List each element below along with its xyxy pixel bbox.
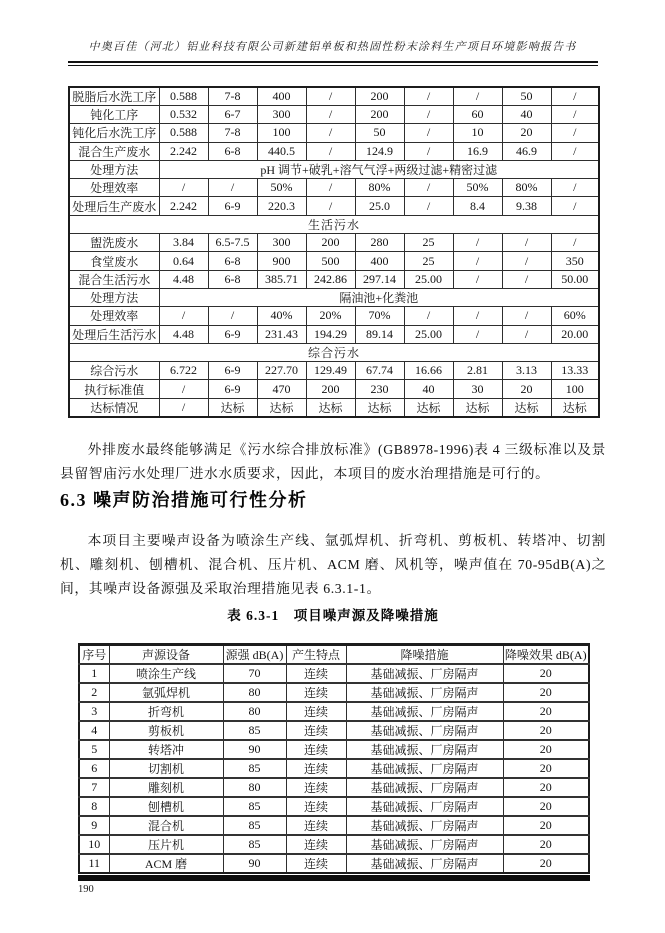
data-cell: 50.00	[551, 270, 599, 288]
row-label-cell: 达标情况	[69, 398, 159, 417]
data-cell: 4.48	[159, 270, 208, 288]
data-cell: 200	[306, 380, 355, 398]
data-cell: 60	[453, 106, 502, 124]
column-header-cell: 产生特点	[286, 645, 346, 665]
wastewater-table-row	[69, 252, 599, 270]
data-cell: ACM 磨	[109, 854, 223, 875]
data-cell: 8.4	[453, 197, 502, 215]
data-cell: /	[404, 307, 453, 325]
data-cell: 20	[503, 797, 589, 816]
data-cell: /	[159, 179, 208, 197]
data-cell: 500	[306, 252, 355, 270]
data-cell: 46.9	[502, 142, 551, 160]
noise-table-row	[79, 797, 589, 816]
data-cell: /	[306, 106, 355, 124]
data-cell: /	[453, 270, 502, 288]
data-cell: 6-9	[208, 197, 257, 215]
data-cell: 70%	[355, 307, 404, 325]
data-cell: 达标	[404, 398, 453, 417]
data-cell: 2.242	[159, 142, 208, 160]
data-cell: 16.66	[404, 362, 453, 380]
column-header-cell: 降噪效果 dB(A)	[503, 645, 589, 665]
data-cell: /	[551, 142, 599, 160]
data-cell: 20	[502, 380, 551, 398]
data-cell: 6-7	[208, 106, 257, 124]
data-cell: 85	[223, 835, 286, 854]
row-label-cell: 钝化后水洗工序	[69, 124, 159, 142]
row-label-cell: 处理方法	[69, 288, 159, 306]
data-cell: /	[404, 142, 453, 160]
data-cell: 16.9	[453, 142, 502, 160]
data-cell: 达标	[551, 398, 599, 417]
data-cell: 基础减振、厂房隔声	[346, 721, 503, 740]
row-label-cell: 处理后生产废水	[69, 197, 159, 215]
data-cell: /	[159, 398, 208, 417]
data-cell: 氩弧焊机	[109, 683, 223, 702]
data-cell: 6-9	[208, 380, 257, 398]
data-cell: /	[306, 142, 355, 160]
data-cell: 7-8	[208, 124, 257, 142]
data-cell: 6-9	[208, 362, 257, 380]
data-cell: /	[551, 197, 599, 215]
data-cell: 6-9	[208, 325, 257, 343]
data-cell: /	[159, 380, 208, 398]
wastewater-table-row	[69, 325, 599, 343]
data-cell: 6.722	[159, 362, 208, 380]
noise-table-row	[79, 778, 589, 797]
data-cell: 达标	[208, 398, 257, 417]
data-cell: 连续	[286, 778, 346, 797]
data-cell: /	[453, 325, 502, 343]
data-cell: 25	[404, 234, 453, 252]
data-cell: 喷涂生产线	[109, 664, 223, 683]
data-cell: /	[453, 252, 502, 270]
data-cell: 200	[355, 87, 404, 106]
data-cell: 70	[223, 664, 286, 683]
data-cell: /	[159, 307, 208, 325]
page-number: 190	[78, 884, 94, 895]
footer-rule	[78, 875, 590, 881]
data-cell: 80	[223, 702, 286, 721]
column-header-cell: 源强 dB(A)	[223, 645, 286, 665]
data-cell: 440.5	[257, 142, 306, 160]
data-cell: 20	[503, 835, 589, 854]
data-cell: /	[502, 325, 551, 343]
data-cell: 连续	[286, 759, 346, 778]
data-cell: 20.00	[551, 325, 599, 343]
data-cell: 7-8	[208, 87, 257, 106]
noise-table-row	[79, 721, 589, 740]
data-cell: 40	[404, 380, 453, 398]
data-cell: 220.3	[257, 197, 306, 215]
data-cell: 40%	[257, 307, 306, 325]
data-cell: 6-8	[208, 252, 257, 270]
column-header-cell: 声源设备	[109, 645, 223, 665]
data-cell: 基础减振、厂房隔声	[346, 740, 503, 759]
section-heading-6-3: 6.3 噪声防治措施可行性分析	[60, 490, 308, 510]
row-label-cell: 钝化工序	[69, 106, 159, 124]
paragraph-wastewater-conclusion: 外排废水最终能够满足《污水综合排放标准》(GB8978-1996)表 4 三级标准以及景县留智庙污水处理厂进水水质要求，因此，本项目的废水治理措施是可行的。	[60, 442, 606, 481]
data-cell: 压片机	[109, 835, 223, 854]
data-cell: 50%	[257, 179, 306, 197]
data-cell: 0.588	[159, 87, 208, 106]
noise-table-row	[79, 740, 589, 759]
wastewater-table-row	[69, 380, 599, 398]
column-header-cell: 降噪措施	[346, 645, 503, 665]
wastewater-table-row	[69, 362, 599, 380]
paragraph-noise-intro: 本项目主要噪声设备为喷涂生产线、氩弧焊机、折弯机、剪板机、转塔冲、切割机、雕刻机、刨槽机、混合机、压片机、ACM 磨、风机等，噪声值在 70-95dB(A)之间，其噪声设备源强及采取治理措施见表 6.3.1-1。	[60, 533, 606, 596]
data-cell: 6	[79, 759, 109, 778]
noise-table-row	[79, 854, 589, 875]
wastewater-table-row	[69, 106, 599, 124]
data-cell: /	[208, 307, 257, 325]
data-cell: 连续	[286, 683, 346, 702]
data-cell: 基础减振、厂房隔声	[346, 759, 503, 778]
data-cell: 13.33	[551, 362, 599, 380]
data-cell: 385.71	[257, 270, 306, 288]
data-cell: 6-8	[208, 270, 257, 288]
data-cell: 25.00	[404, 325, 453, 343]
data-cell: 基础减振、厂房隔声	[346, 664, 503, 683]
data-cell: 0.64	[159, 252, 208, 270]
data-cell: /	[551, 124, 599, 142]
data-cell: 8	[79, 797, 109, 816]
data-cell: /	[404, 179, 453, 197]
row-label-cell: 脱脂后水洗工序	[69, 87, 159, 106]
data-cell: 20	[503, 702, 589, 721]
data-cell: 194.29	[306, 325, 355, 343]
data-cell: 4	[79, 721, 109, 740]
data-cell: 297.14	[355, 270, 404, 288]
noise-table-caption: 表 6.3-1 项目噪声源及降噪措施	[227, 608, 439, 623]
row-label-cell: 处理方法	[69, 160, 159, 178]
data-cell: 基础减振、厂房隔声	[346, 683, 503, 702]
data-cell: 基础减振、厂房隔声	[346, 835, 503, 854]
data-cell: 40	[502, 106, 551, 124]
wastewater-table-row	[69, 270, 599, 288]
data-cell: 达标	[257, 398, 306, 417]
row-label-cell: 混合生活污水	[69, 270, 159, 288]
data-cell: /	[502, 307, 551, 325]
data-cell: 80%	[502, 179, 551, 197]
noise-table-row	[79, 759, 589, 778]
data-cell: 连续	[286, 740, 346, 759]
data-cell: 雕刻机	[109, 778, 223, 797]
data-cell: /	[502, 270, 551, 288]
data-cell: 85	[223, 721, 286, 740]
data-cell: 20	[503, 740, 589, 759]
data-cell: 300	[257, 234, 306, 252]
data-cell: 25	[404, 252, 453, 270]
data-cell: 3	[79, 702, 109, 721]
data-cell: 90	[223, 740, 286, 759]
data-cell: 20	[503, 721, 589, 740]
data-cell: 280	[355, 234, 404, 252]
data-cell: 连续	[286, 854, 346, 875]
data-cell: 400	[257, 87, 306, 106]
data-cell: /	[306, 179, 355, 197]
data-cell: 20%	[306, 307, 355, 325]
noise-table	[78, 643, 590, 877]
noise-table-row	[79, 702, 589, 721]
noise-table-header-row	[79, 645, 589, 665]
noise-table-row	[79, 816, 589, 835]
data-cell: /	[404, 197, 453, 215]
data-cell: 连续	[286, 702, 346, 721]
data-cell: 20	[503, 664, 589, 683]
data-cell: 0.532	[159, 106, 208, 124]
wastewater-table-row	[69, 398, 599, 417]
data-cell: 刨槽机	[109, 797, 223, 816]
section-divider-cell: 综合污水	[69, 343, 599, 361]
data-cell: 基础减振、厂房隔声	[346, 816, 503, 835]
data-cell: 达标	[355, 398, 404, 417]
wastewater-table-row	[69, 288, 599, 306]
data-cell: 4.48	[159, 325, 208, 343]
data-cell: 基础减振、厂房隔声	[346, 797, 503, 816]
data-cell: /	[551, 106, 599, 124]
data-cell: 2.242	[159, 197, 208, 215]
data-cell: /	[404, 124, 453, 142]
data-cell: 切割机	[109, 759, 223, 778]
wastewater-table-row	[69, 343, 599, 361]
row-label-cell: 处理效率	[69, 307, 159, 325]
data-cell: 50	[355, 124, 404, 142]
data-cell: /	[306, 197, 355, 215]
data-cell: 20	[503, 854, 589, 875]
data-cell: 折弯机	[109, 702, 223, 721]
data-cell: /	[208, 179, 257, 197]
data-cell: /	[404, 106, 453, 124]
data-cell: 连续	[286, 835, 346, 854]
data-cell: 80	[223, 683, 286, 702]
document-header-title: 中奥百佳（河北）铝业科技有限公司新建铝单板和热固性粉末涂料生产项目环境影响报告书	[88, 41, 577, 53]
data-cell: 25.0	[355, 197, 404, 215]
data-cell: 连续	[286, 664, 346, 683]
data-cell: 基础减振、厂房隔声	[346, 778, 503, 797]
data-cell: 85	[223, 816, 286, 835]
wastewater-table-row	[69, 87, 599, 106]
wastewater-table-row	[69, 307, 599, 325]
data-cell: 20	[502, 124, 551, 142]
data-cell: 20	[503, 778, 589, 797]
noise-table-row	[79, 664, 589, 683]
data-cell: 10	[79, 835, 109, 854]
data-cell: /	[306, 124, 355, 142]
row-label-cell: 综合污水	[69, 362, 159, 380]
data-cell: 100	[257, 124, 306, 142]
data-cell: 227.70	[257, 362, 306, 380]
data-cell: 达标	[306, 398, 355, 417]
wastewater-table-row	[69, 179, 599, 197]
data-cell: 2.81	[453, 362, 502, 380]
data-cell: 25.00	[404, 270, 453, 288]
data-cell: 400	[355, 252, 404, 270]
row-label-cell: 处理效率	[69, 179, 159, 197]
data-cell: 129.49	[306, 362, 355, 380]
noise-table-row	[79, 683, 589, 702]
data-cell: 124.9	[355, 142, 404, 160]
data-cell: 80%	[355, 179, 404, 197]
data-cell: 100	[551, 380, 599, 398]
data-cell: 50	[502, 87, 551, 106]
row-label-cell: 盥洗废水	[69, 234, 159, 252]
treatment-method-cell: pH 调节+破乳+溶气气浮+两级过滤+精密过滤	[159, 160, 599, 178]
data-cell: 基础减振、厂房隔声	[346, 702, 503, 721]
data-cell: 连续	[286, 816, 346, 835]
data-cell: 85	[223, 797, 286, 816]
data-cell: 900	[257, 252, 306, 270]
data-cell: 连续	[286, 721, 346, 740]
data-cell: 6-8	[208, 142, 257, 160]
wastewater-table-row	[69, 160, 599, 178]
row-label-cell: 处理后生活污水	[69, 325, 159, 343]
row-label-cell: 执行标准值	[69, 380, 159, 398]
data-cell: 350	[551, 252, 599, 270]
data-cell: 20	[503, 816, 589, 835]
data-cell: /	[306, 87, 355, 106]
data-cell: 231.43	[257, 325, 306, 343]
data-cell: 转塔冲	[109, 740, 223, 759]
data-cell: 20	[503, 759, 589, 778]
data-cell: 90	[223, 854, 286, 875]
data-cell: 300	[257, 106, 306, 124]
wastewater-table-row	[69, 215, 599, 233]
data-cell: 242.86	[306, 270, 355, 288]
data-cell: /	[453, 307, 502, 325]
data-cell: 10	[453, 124, 502, 142]
data-cell: /	[551, 234, 599, 252]
data-cell: 50%	[453, 179, 502, 197]
data-cell: 0.588	[159, 124, 208, 142]
wastewater-table	[68, 86, 600, 418]
data-cell: 9	[79, 816, 109, 835]
data-cell: /	[502, 252, 551, 270]
noise-table-row	[79, 835, 589, 854]
data-cell: 2	[79, 683, 109, 702]
data-cell: 6.5-7.5	[208, 234, 257, 252]
data-cell: 85	[223, 759, 286, 778]
data-cell: 67.74	[355, 362, 404, 380]
column-header-cell: 序号	[79, 645, 109, 665]
data-cell: /	[551, 87, 599, 106]
data-cell: 200	[355, 106, 404, 124]
data-cell: 9.38	[502, 197, 551, 215]
data-cell: 达标	[453, 398, 502, 417]
data-cell: 3.84	[159, 234, 208, 252]
data-cell: 7	[79, 778, 109, 797]
data-cell: 470	[257, 380, 306, 398]
data-cell: /	[551, 179, 599, 197]
data-cell: 80	[223, 778, 286, 797]
data-cell: 混合机	[109, 816, 223, 835]
data-cell: 3.13	[502, 362, 551, 380]
data-cell: 20	[503, 683, 589, 702]
wastewater-table-row	[69, 124, 599, 142]
data-cell: 60%	[551, 307, 599, 325]
data-cell: 1	[79, 664, 109, 683]
row-label-cell: 食堂废水	[69, 252, 159, 270]
data-cell: 达标	[502, 398, 551, 417]
data-cell: /	[453, 87, 502, 106]
wastewater-table-row	[69, 142, 599, 160]
data-cell: /	[404, 87, 453, 106]
data-cell: 连续	[286, 797, 346, 816]
wastewater-table-row	[69, 197, 599, 215]
row-label-cell: 混合生产废水	[69, 142, 159, 160]
treatment-method-cell: 隔油池+化粪池	[159, 288, 599, 306]
data-cell: 11	[79, 854, 109, 875]
data-cell: /	[502, 234, 551, 252]
data-cell: 30	[453, 380, 502, 398]
data-cell: 剪板机	[109, 721, 223, 740]
data-cell: 基础减振、厂房隔声	[346, 854, 503, 875]
wastewater-table-row	[69, 234, 599, 252]
data-cell: 200	[306, 234, 355, 252]
data-cell: 5	[79, 740, 109, 759]
section-divider-cell: 生活污水	[69, 215, 599, 233]
data-cell: 89.14	[355, 325, 404, 343]
data-cell: 230	[355, 380, 404, 398]
header-rule	[68, 61, 598, 66]
data-cell: /	[453, 234, 502, 252]
